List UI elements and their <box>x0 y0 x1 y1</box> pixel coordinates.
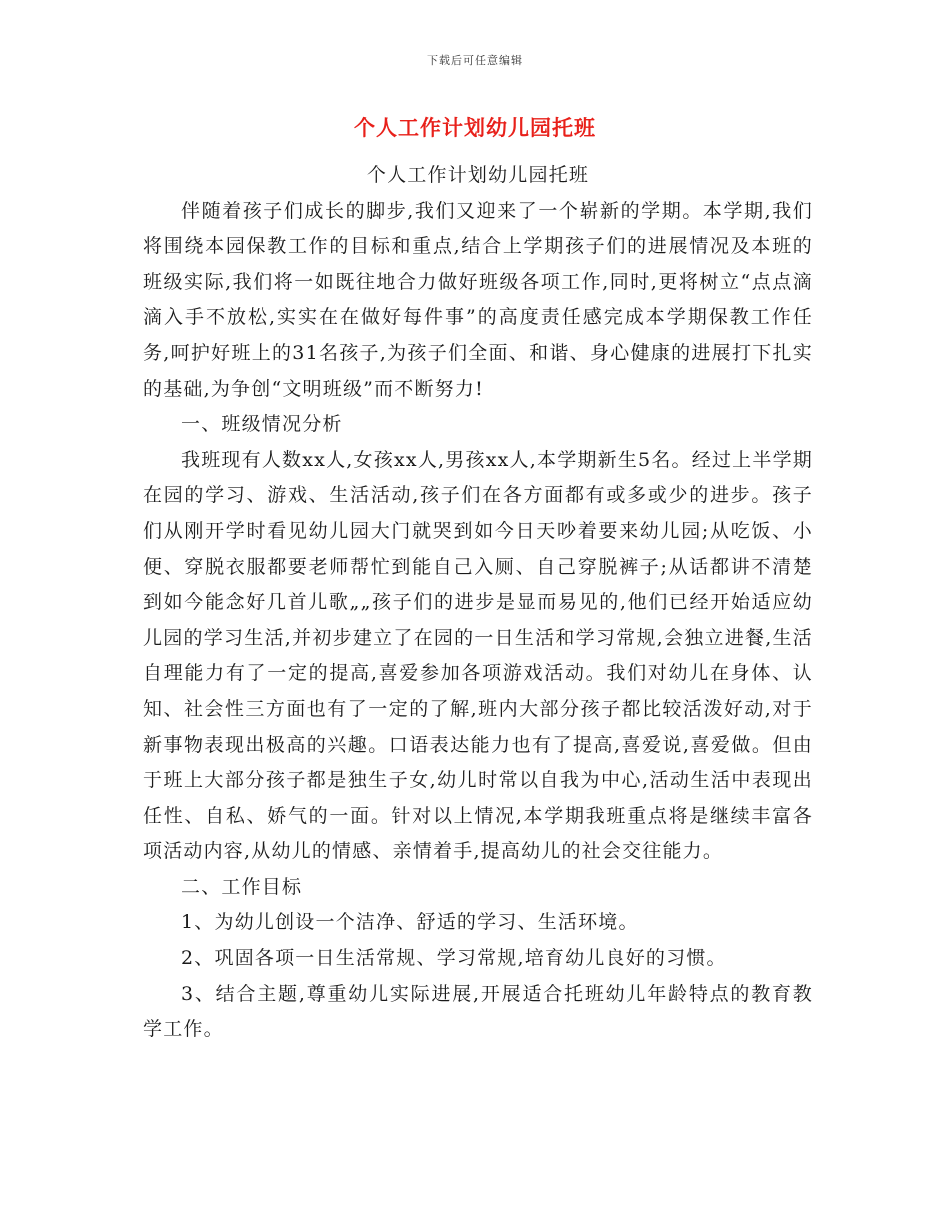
goal-item-3: 3、结合主题,尊重幼儿实际进展,开展适合托班幼儿年龄特点的教育教学工作。 <box>143 982 813 1041</box>
class-analysis-paragraph: 我班现有人数xx人,女孩xx人,男孩xx人,本学期新生5名。经过上半学期在园的学习、游戏、生活活动,孩子们在各方面都有或多或少的进步。孩子们从刚开学时看见幼儿园大门就哭到如今日天吵着要来幼儿园;从吃饭、小便、穿脱衣服都要老师帮忙到能自己入厕、自己穿脱裤子;从话都讲不清楚到如今能念好几首儿歌„„孩子们的进步是显而易见的,他们已经开始适应幼儿园的学习生活,并初步建立了在园的一日生活和学习常规,会独立进餐,生活自理能力有了一定的提高,喜爱参加各项游戏活动。我们对幼儿在身体、认知、社会性三方面也有了一定的了解,班内大部分孩子都比较活泼好动,对于新事物表现出极高的兴趣。口语表达能力也有了提高,喜爱说,喜爱做。但由于班上大部分孩子都是独生子女,幼儿时常以自我为中心,活动生活中表现出任性、自私、娇气的一面。针对以上情况,本学期我班重点将是继续丰富各项活动内容,从幼儿的情感、亲情着手,提高幼儿的社会交往能力。 <box>143 448 813 863</box>
goal-item-1: 1、为幼儿创设一个洁净、舒适的学习、生活环境。 <box>181 911 639 934</box>
document-title: 个人工作计划幼儿园托班 <box>354 116 596 140</box>
header-note: 下载后可任意编辑 <box>427 54 523 67</box>
section-heading-class-analysis: 一、班级情况分析 <box>181 413 343 436</box>
intro-paragraph: 伴随着孩子们成长的脚步,我们又迎来了一个崭新的学期。本学期,我们将围绕本园保教工作的目标和重点,结合上学期孩子们的进展情况及本班的班级实际,我们将一如既往地合力做好班级各项工作,同时,更将树立“点点滴滴入手不放松,实实在在做好每件事”的高度责任感完成本学期保教工作任务,呵护好班上的31名孩子,为孩子们全面、和谐、身心健康的进展打下扎实的基础,为争创“文明班级”而不断努力! <box>143 199 813 400</box>
document-subtitle: 个人工作计划幼儿园托班 <box>366 164 590 186</box>
goal-item-2: 2、巩固各项一日生活常规、学习常规,培育幼儿良好的习惯。 <box>181 947 727 970</box>
section-heading-work-goals: 二、工作目标 <box>181 875 303 898</box>
document-body <box>143 158 813 1048</box>
